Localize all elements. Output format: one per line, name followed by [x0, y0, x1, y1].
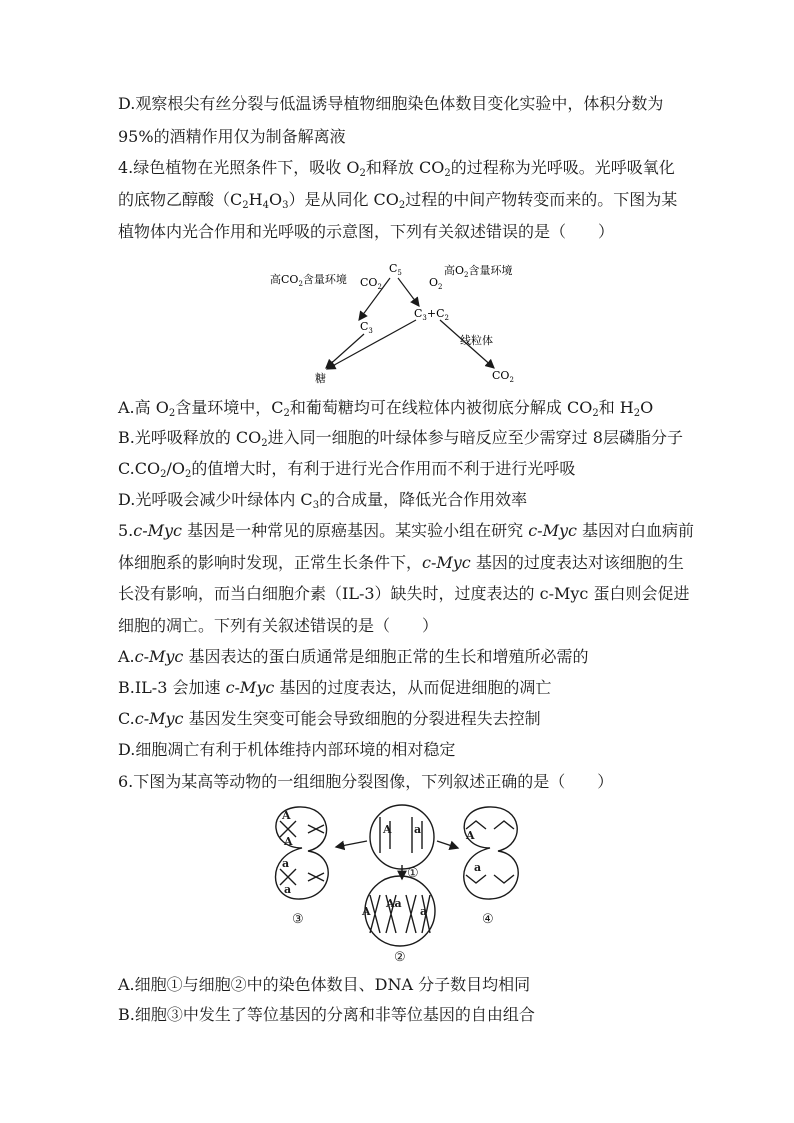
q4-stem-line3: 植物体内光合作用和光呼吸的示意图，下列有关叙述错误的是（ ） [118, 222, 615, 241]
label-high-co2: 高$CO_2$含量环境 [270, 273, 347, 288]
q5-option-d: D.细胞凋亡有利于机体维持内部环境的相对稳定 [118, 740, 456, 759]
arrow-c5-to-c3c2 [398, 278, 419, 306]
label-mitochondria: 线粒体 [460, 334, 493, 347]
chromosome [466, 875, 514, 883]
label-c3-c2: $C_3+C_2$ [414, 307, 449, 322]
q4-option-a: A.高 $O_2$含量环境中，$C_2$和葡萄糖均可在线粒体内被彻底分解成 $CO_2$和 $H_2O$ [118, 398, 654, 419]
q3-option-d-line2: 95%的酒精作用仅为制备解离液 [118, 127, 346, 146]
arrow-c3-to-sugar [326, 334, 364, 368]
label-c5: $C_5$ [389, 262, 402, 277]
photorespiration-diagram [262, 258, 552, 388]
label-co2-in: $CO_2$ [360, 276, 382, 291]
q3-option-d-line1: D.观察根尖有丝分裂与低温诱导植物细胞染色体数目变化实验中，体积分数为 [118, 94, 664, 113]
label-c3: $C_3$ [360, 320, 373, 335]
allele-label: A [282, 809, 291, 822]
cell-4-label: ④ [482, 912, 494, 927]
q5-option-a: A.c-Myc 基因表达的蛋白质通常是细胞正常的生长和增殖所必需的 [118, 647, 589, 666]
q5-stem-line4: 细胞的凋亡。下列有关叙述错误的是（ ） [118, 616, 439, 635]
label-co2-out: $CO_2$ [492, 369, 514, 384]
allele-label: a [282, 857, 290, 870]
q5-stem-line1: 5.c-Myc 基因是一种常见的原癌基因。某实验小组在研究 c-Myc 基因对白血病前 [118, 521, 695, 540]
allele-label: A [383, 823, 392, 836]
cell-1-label: ① [407, 866, 419, 881]
label-high-o2: 高$O_2$含量环境 [444, 264, 513, 279]
q4-stem-line1: 4.绿色植物在光照条件下，吸收 $O_2$和释放 $CO_2$的过程称为光呼吸。光呼吸氧化 [118, 158, 675, 179]
allele-label: a [474, 861, 482, 874]
q4-option-d: D.光呼吸会减少叶绿体内 $C_3$的合成量，降低光合作用效率 [118, 490, 528, 511]
label-o2-in: $O_2$ [429, 276, 443, 291]
allele-label: a [284, 883, 292, 896]
q6-option-a: A.细胞①与细胞②中的染色体数目、DNA 分子数目均相同 [118, 975, 531, 994]
q5-option-b: B.IL-3 会加速 c-Myc 基因的过度表达，从而促进细胞的凋亡 [118, 678, 552, 697]
arrow-1-to-4 [437, 841, 458, 848]
arrow-1-to-3 [336, 841, 367, 847]
cell-4 [464, 807, 518, 899]
q4-stem-line2: 的底物乙醇酸$(C_2H_4O_3)$是从同化 $CO_2$过程的中间产物转变而来的。下图为某 [118, 190, 678, 211]
allele-label: A [362, 905, 371, 918]
q4-option-c: $C.CO_2/O_2$的值增大时，有利于进行光合作用而不利于进行光呼吸 [118, 459, 576, 480]
allele-label: Aa [386, 897, 402, 910]
chromosome [466, 821, 514, 829]
q6-stem: 6.下图为某高等动物的一组细胞分裂图像，下列叙述正确的是（ ） [118, 772, 614, 791]
cell-3-label: ③ [292, 912, 304, 927]
q5-option-c: C.c-Myc 基因发生突变可能会导致细胞的分裂进程失去控制 [118, 709, 541, 728]
cell-2-label: ② [394, 950, 406, 965]
cell-division-diagram [262, 803, 540, 965]
q5-stem-line3: 长没有影响，而当白细胞介素（IL-3）缺失时，过度表达的 c-Myc 蛋白则会促进 [118, 584, 690, 603]
label-sugar: 糖 [315, 372, 326, 385]
allele-label: a [414, 823, 422, 836]
allele-label: A [284, 835, 293, 848]
q5-stem-line2: 体细胞系的影响时发现，正常生长条件下，c-Myc 基因的过度表达对该细胞的生 [118, 553, 684, 572]
allele-label: a [420, 905, 428, 918]
q6-option-b: B.细胞③中发生了等位基因的分离和非等位基因的自由组合 [118, 1005, 535, 1024]
allele-label: A [466, 829, 475, 842]
q4-option-b: B.光呼吸释放的 $CO_2$进入同一细胞的叶绿体参与暗反应至少需穿过 8层磷脂分子 [118, 428, 683, 449]
